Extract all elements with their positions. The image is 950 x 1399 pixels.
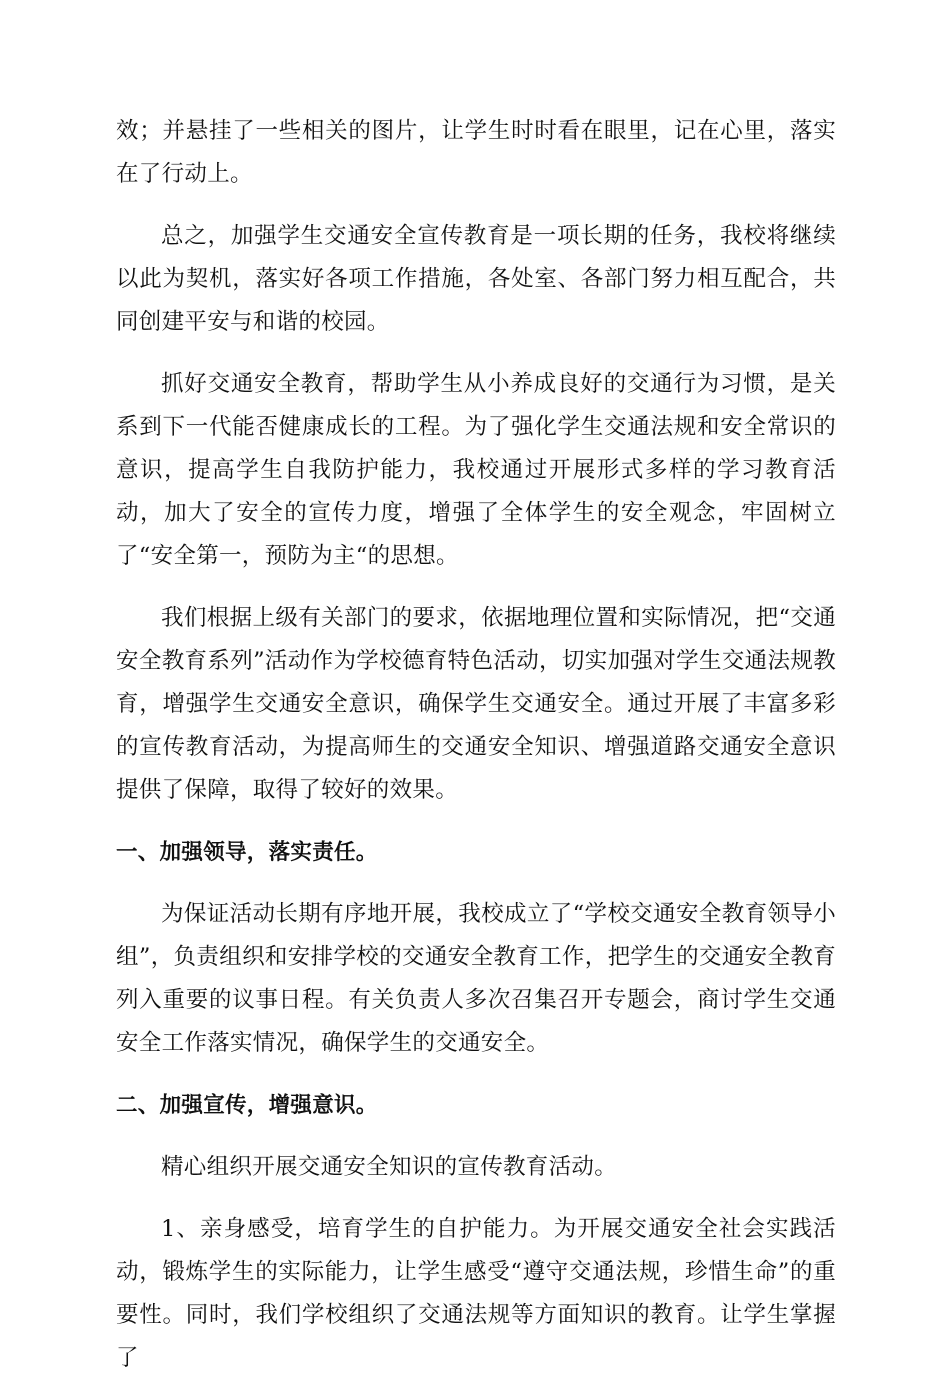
paragraph-conclusion: 总之，加强学生交通安全宣传教育是一项长期的任务，我校将继续以此为契机，落实好各项工作措施，各处室、各部门努力相互配合，共同创建平安与和谐的校园。 xyxy=(116,223,836,335)
paragraph-publicity: 精心组织开展交通安全知识的宣传教育活动。 xyxy=(161,1154,618,1180)
document-page xyxy=(116,110,836,1399)
paragraph-background: 我们根据上级有关部门的要求，依据地理位置和实际情况，把“交通安全教育系列”活动作为学校德育特色活动，切实加强对学生交通法规教育，增强学生交通安全意识，确保学生交通安全。通过开展了丰富多彩的宣传教育活动，为提高师生的交通安全知识、增强道路交通安全意识提供了保障，取得了较好的效果。 xyxy=(116,605,836,803)
section-heading-2: 二、加强宣传，增强意识。 xyxy=(116,1093,378,1118)
paragraph-leadership: 为保证活动长期有序地开展，我校成立了“学校交通安全教育领导小组”，负责组织和安排学校的交通安全教育工作，把学生的交通安全教育列入重要的议事日程。有关负责人多次召集召开专题会，商讨学生交通安全工作落实情况，确保学生的交通安全。 xyxy=(116,901,836,1056)
paragraph-intro: 抓好交通安全教育，帮助学生从小养成良好的交通行为习惯，是关系到下一代能否健康成长的工程。为了强化学生交通法规和安全常识的意识，提高学生自我防护能力，我校通过开展形式多样的学习教育活动，加大了安全的宣传力度，增强了全体学生的安全观念，牢固树立了“安全第一，预防为主“的思想。 xyxy=(116,371,836,569)
paragraph-continued: 效；并悬挂了一些相关的图片，让学生时时看在眼里，记在心里，落实在了行动上。 xyxy=(116,118,836,187)
section-heading-1: 一、加强领导，落实责任。 xyxy=(116,840,378,865)
paragraph-item-1: 1、亲身感受，培育学生的自护能力。为开展交通安全社会实践活动，锻炼学生的实际能力，让学生感受“遵守交通法规，珍惜生命”的重要性。同时，我们学校组织了交通法规等方面知识的教育。让学生掌握了 xyxy=(116,1216,836,1371)
